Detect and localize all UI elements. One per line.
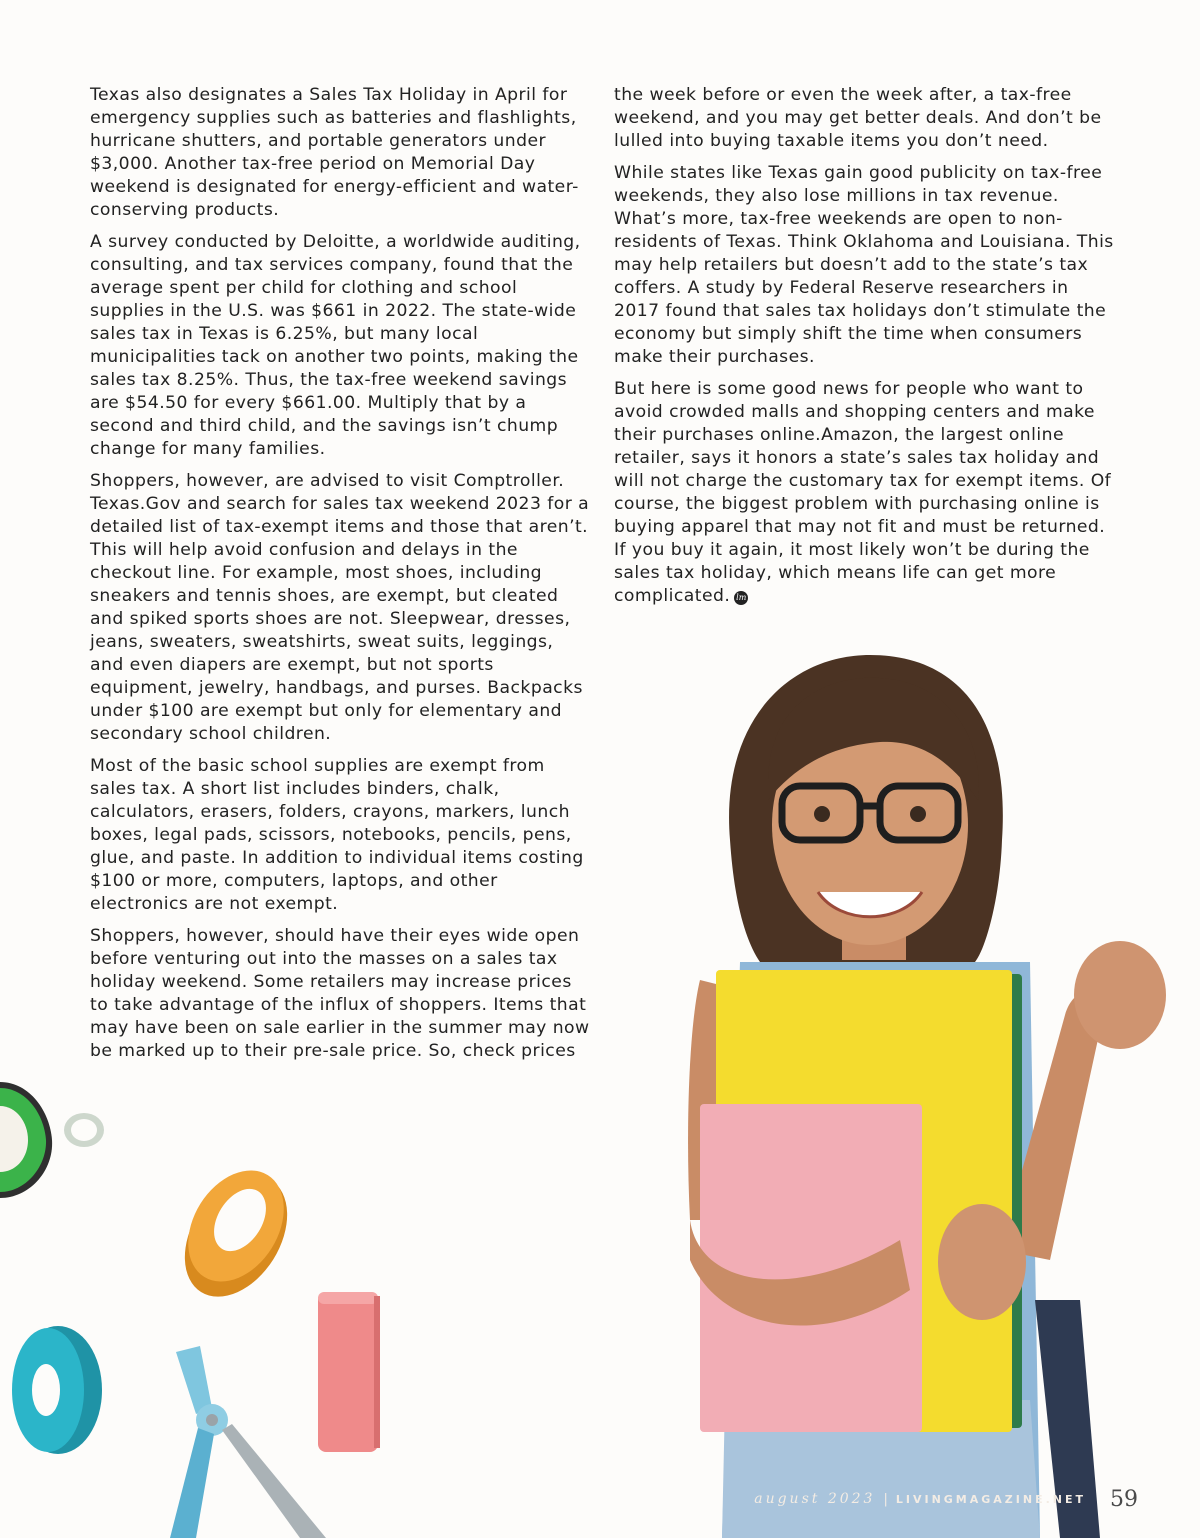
footer-issue: august 2023 bbox=[754, 1491, 876, 1507]
paragraph: Texas also designates a Sales Tax Holiday in April for emergency supplies such as batteries and flashlights, hurricane shutters, and portable generators under $3,000. Another tax-free period on Memorial Day weekend is designated for energy-efficient and water-conserving products. bbox=[90, 85, 579, 220]
green-tape-icon bbox=[0, 1082, 104, 1198]
paragraph-text: But here is some good news for people who want to avoid crowded malls and shopping centers and make their purchases online.Amazon, the largest online retailer, says it honors a state’s sales tax holiday and will not charge the customary tax for exempt items. Of course, the biggest problem with purchasing online is buying apparel that may not fit and must be returned. If you buy it again, it most likely won’t be during the sales tax holiday, which means life can get more complicated. bbox=[614, 379, 1112, 606]
orange-tape-icon bbox=[164, 1153, 309, 1315]
compass-icon bbox=[170, 1346, 326, 1538]
paragraph: the week before or even the week after, a tax-free weekend, and you may get better deals. And don’t be lulled into buying taxable items you don’t need. bbox=[614, 85, 1102, 151]
page-number: 59 bbox=[1110, 1486, 1138, 1512]
paragraph: A survey conducted by Deloitte, a worldwide auditing, consulting, and tax services company, found that the average spent per child for clothing and school supplies in the U.S. was $661 in 2022. The state-wide sales tax in Texas is 6.25%, but many local municipalities tack on another two points, making the sales tax 8.25%. Thus, the tax-free weekend savings are $54.50 for every $661.00. Multiply that by a second and third child, and the savings isn’t chump change for many families. bbox=[90, 232, 581, 459]
girl-with-books-image bbox=[688, 655, 1166, 1538]
end-mark-icon: lm bbox=[734, 591, 748, 605]
paragraph: Shoppers, however, are advised to visit Comptroller. Texas.Gov and search for sales tax weekend 2023 for a detailed list of tax-exempt items and those that aren’t. This will help avoid confusion and delays in the checkout line. For example, most shoes, including sneakers and tennis shoes, are exempt, but cleated and spiked sports shoes are not. Sleepwear, dresses, jeans, sweaters, sweatshirts, sweat suits, leggings, and even diapers are exempt, but not sports equipment, jewelry, handbags, and purses. Backpacks under $100 are exempt but only for elementary and secondary school children. bbox=[90, 471, 590, 744]
page-footer bbox=[754, 1482, 1138, 1516]
paragraph: Shoppers, however, should have their eyes wide open before venturing out into the masses on a sales tax holiday weekend. Some retailers may increase prices to take advantage of the influx of shoppers. Items that may have been on sale earlier in the summer may now be marked up to their pre-sale price. So, check prices bbox=[90, 926, 590, 1061]
eraser-icon bbox=[318, 1292, 380, 1452]
footer-website: LIVINGMAGAZINE.NET bbox=[895, 1492, 1086, 1506]
paragraph: Most of the basic school supplies are exempt from sales tax. A short list includes binders, chalk, calculators, erasers, folders, crayons, markers, lunch boxes, legal pads, scissors, notebooks, pencils, pens, glue, and paste. In addition to individual items costing $100 or more, computers, laptops, and other electronics are not exempt. bbox=[90, 756, 584, 914]
footer-separator: | bbox=[883, 1491, 888, 1507]
paragraph: While states like Texas gain good publicity on tax-free weekends, they also lose millions in tax revenue. What’s more, tax-free weekends are open to non-residents of Texas. Think Oklahoma and Louisiana. This may help retailers but doesn’t add to the state’s tax coffers. A study by Federal Reserve researchers in 2017 found that sales tax holidays don’t stimulate the economy but simply shift the time when consumers make their purchases. bbox=[614, 163, 1114, 367]
teal-tape-icon bbox=[12, 1326, 102, 1454]
